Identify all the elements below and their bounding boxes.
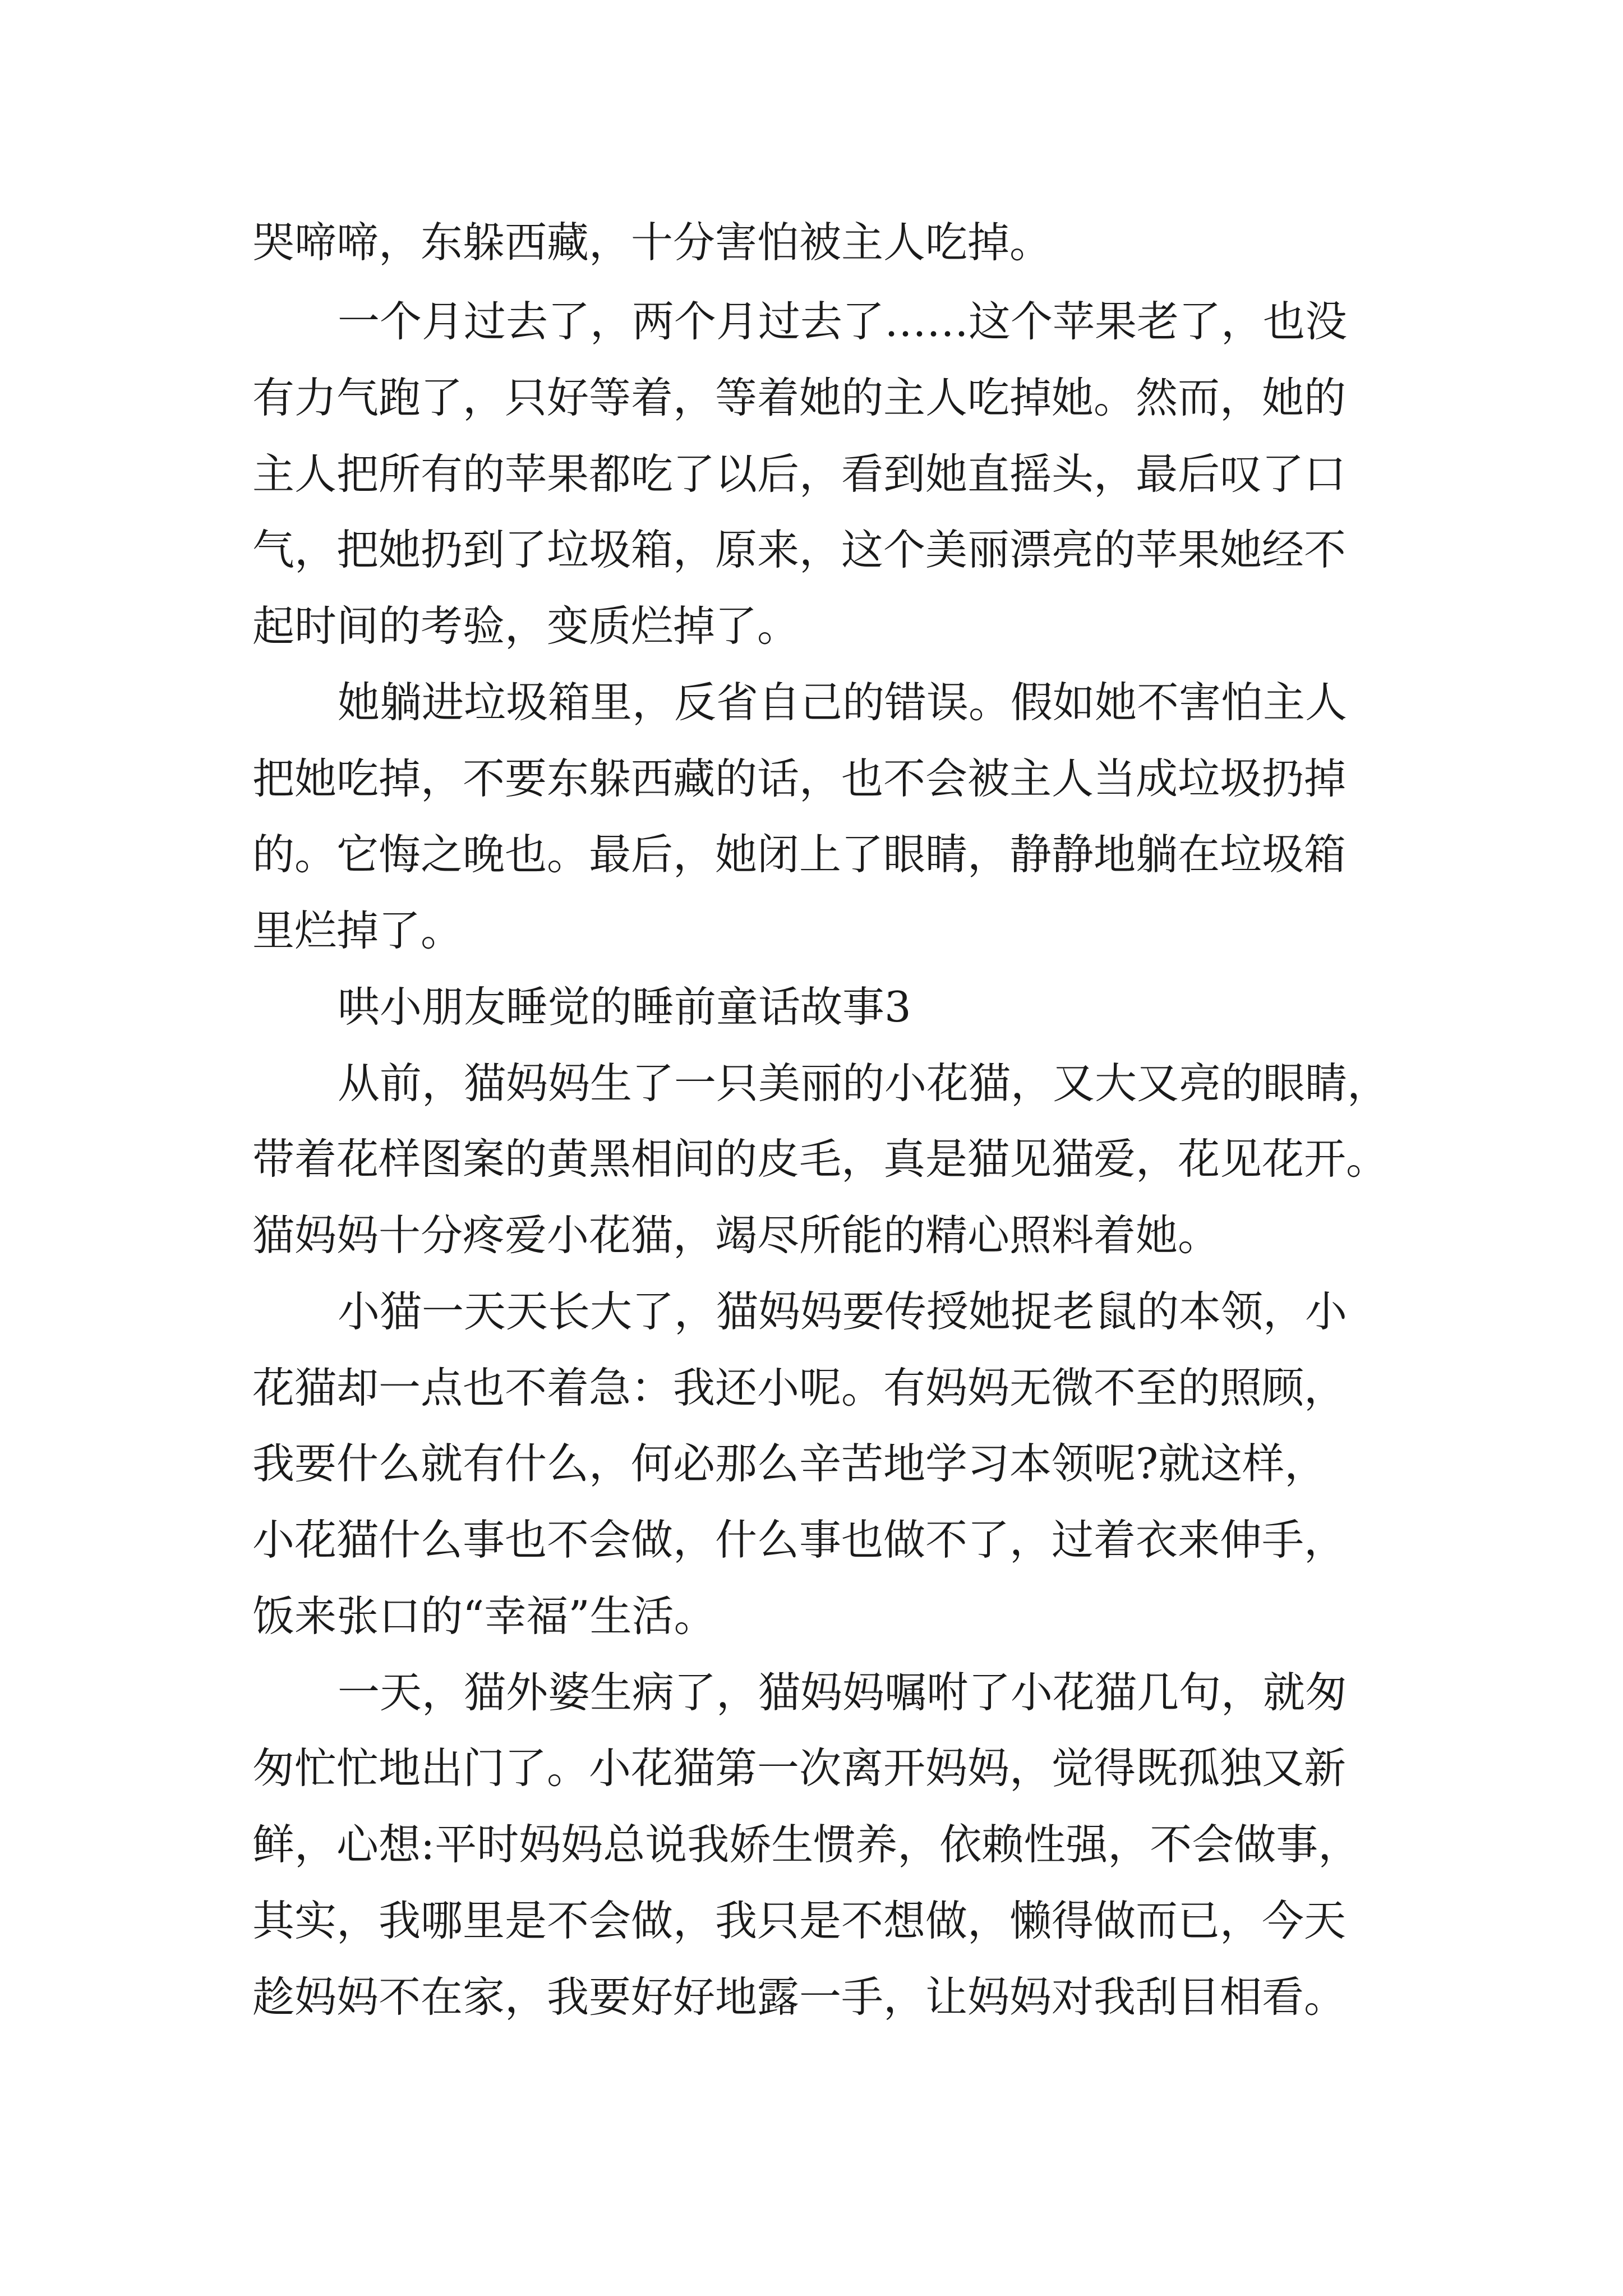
text-line: 饭来张口的“幸福”生活。 [252, 1591, 716, 1641]
text-line: 气，把她扔到了垃圾箱，原来，这个美丽漂亮的苹果她经不 [252, 525, 1347, 574]
text-line: 把她吃掉，不要东躲西藏的话，也不会被主人当成垃圾扔掉 [252, 754, 1347, 803]
text-line: 鲜，心想:平时妈妈总说我娇生惯养，依赖性强，不会做事， [252, 1820, 1361, 1869]
text-line: 小花猫什么事也不会做，什么事也做不了，过着衣来伸手， [252, 1515, 1347, 1565]
text-line: 花猫却一点也不着急：我还小呢。有妈妈无微不至的照顾， [252, 1363, 1347, 1412]
text-line: 一天，猫外婆生病了，猫妈妈嘱咐了小花猫几句，就匆 [338, 1668, 1348, 1717]
section-heading: 哄小朋友睡觉的睡前童话故事3 [338, 982, 911, 1032]
text-line: 我要什么就有什么，何必那么辛苦地学习本领呢?就这样， [252, 1439, 1327, 1488]
text-line: 猫妈妈十分疼爱小花猫，竭尽所能的精心照料着她。 [252, 1211, 1220, 1260]
text-line: 一个月过去了，两个月过去了……这个苹果老了，也没 [338, 297, 1348, 346]
text-line: 起时间的考验，变质烂掉了。 [252, 601, 800, 651]
text-line: 里烂掉了。 [252, 906, 463, 955]
text-line: 其实，我哪里是不会做，我只是不想做，懒得做而已，今天 [252, 1896, 1347, 1945]
text-line: 趁妈妈不在家，我要好好地露一手，让妈妈对我刮目相看。 [252, 1972, 1347, 2022]
text-line: 从前，猫妈妈生了一只美丽的小花猫，又大又亮的眼睛， [338, 1059, 1390, 1108]
text-line: 哭啼啼，东躲西藏，十分害怕被主人吃掉。 [252, 218, 1052, 267]
text-line: 她躺进垃圾箱里，反省自己的错误。假如她不害怕主人 [338, 678, 1348, 727]
text-line: 带着花样图案的黄黑相间的皮毛，真是猫见猫爱，花见花开。 [252, 1134, 1389, 1184]
text-line: 主人把所有的苹果都吃了以后，看到她直摇头，最后叹了口 [252, 449, 1347, 499]
text-line: 的。它悔之晚也。最后，她闭上了眼睛，静静地躺在垃圾箱 [252, 830, 1347, 879]
text-line: 有力气跑了，只好等着，等着她的主人吃掉她。然而，她的 [252, 373, 1347, 422]
text-line: 小猫一天天长大了，猫妈妈要传授她捉老鼠的本领，小 [338, 1287, 1348, 1336]
text-line: 匆忙忙地出门了。小花猫第一次离开妈妈，觉得既孤独又新 [252, 1743, 1347, 1793]
